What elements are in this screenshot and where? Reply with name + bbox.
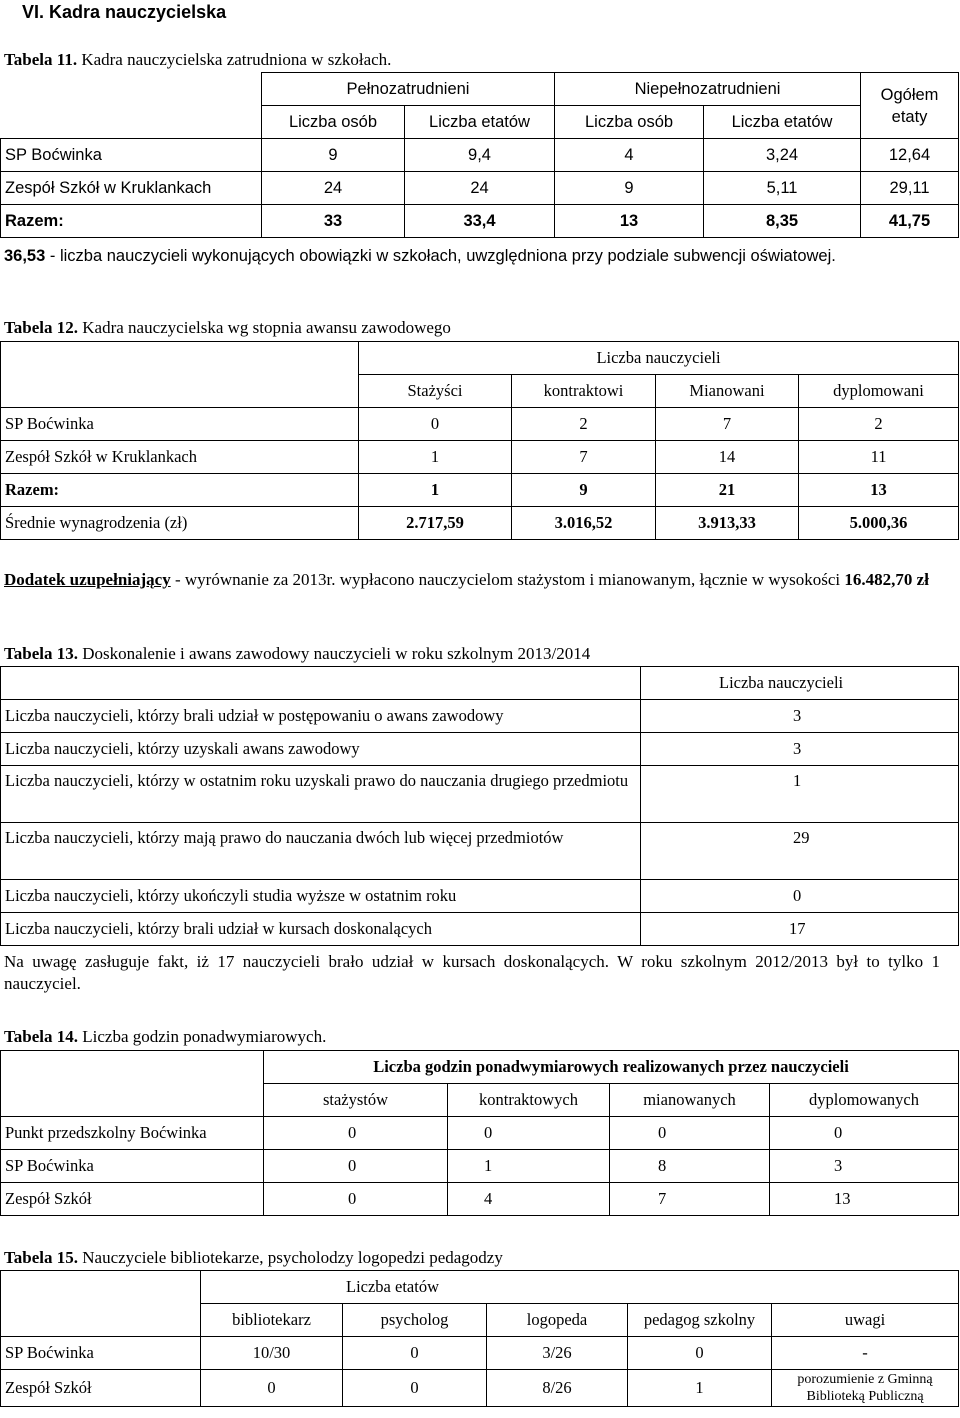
table-row: Liczba nauczycieli, którzy uzyskali awans zawodowy 3 (1, 733, 959, 766)
table-row: SP Boćwinka 9 9,4 4 3,24 12,64 (1, 139, 959, 172)
t12-sub-0: Stażyści (359, 375, 512, 408)
t11-caption: Tabela 11. Kadra nauczycielska zatrudniona w szkołach. (4, 50, 392, 69)
t12-sub-1: kontraktowi (512, 375, 656, 408)
t15-header: Liczba etatów (201, 1271, 959, 1304)
table-row: Razem: 33 33,4 13 8,35 41,75 (1, 205, 959, 238)
table-row: Liczba nauczycieli, którzy mają prawo do nauczania dwóch lub więcej przedmiotów 29 (1, 823, 959, 880)
t13-note: Na uwagę zasługuje fakt, iż 17 nauczycieli brało udział w kursach doskonalących. W roku szkolnym 2012/2013 był to tylko 1 nauczyciel. (4, 952, 940, 993)
t11-header-full: Pełnozatrudnieni (262, 73, 555, 106)
t11-sub-0: Liczba osób (262, 106, 405, 139)
table-row: Punkt przedszkolny Boćwinka 0 0 0 0 (1, 1117, 959, 1150)
t11-note: 36,53 - liczba nauczycieli wykonujących obowiązki w szkołach, uwzględniona przy podziale subwencji oświatowej. (4, 247, 836, 265)
t15-sub-1: psycholog (343, 1304, 487, 1337)
table-row: SP Boćwinka 0 1 8 3 (1, 1150, 959, 1183)
t14-sub-0: stażystów (264, 1084, 448, 1117)
addendum: Dodatek uzupełniający - wyrównanie za 2013r. wypłacono nauczycielom stażystom i mianowanym, łącznie w wysokości 16.482,70 zł (4, 570, 929, 589)
t15-sub-3: pedagog szkolny (628, 1304, 772, 1337)
t13-header: Liczba nauczycieli (641, 667, 959, 700)
t14-caption: Tabela 14. Liczba godzin ponadwymiarowych. (4, 1027, 327, 1046)
t15-caption: Tabela 15. Nauczyciele bibliotekarze, psycholodzy logopedzi pedagodzy (4, 1248, 503, 1267)
t11-table (0, 72, 959, 238)
t12-table (0, 341, 959, 540)
t15-sub-2: logopeda (487, 1304, 628, 1337)
t14-sub-3: dyplomowanych (770, 1084, 959, 1117)
table-row: Razem: 1 9 21 13 (1, 474, 959, 507)
t12-sub-3: dyplomowani (799, 375, 959, 408)
t14-sub-2: mianowanych (610, 1084, 770, 1117)
table-row: Średnie wynagrodzenia (zł) 2.717,59 3.016,52 3.913,33 5.000,36 (1, 507, 959, 540)
t12-caption: Tabela 12. Kadra nauczycielska wg stopnia awansu zawodowego (4, 318, 451, 337)
t11-sub-1: Liczba etatów (405, 106, 555, 139)
table-row: Liczba nauczycieli, którzy brali udział w kursach doskonalących 17 (1, 913, 959, 946)
t11-header-part: Niepełnozatrudnieni (555, 73, 861, 106)
t14-sub-1: kontraktowych (448, 1084, 610, 1117)
table-row: SP Boćwinka 10/30 0 3/26 0 - (1, 1337, 959, 1370)
t12-header: Liczba nauczycieli (359, 342, 959, 375)
table-row: Zespół Szkół 0 4 7 13 (1, 1183, 959, 1216)
section-title: VI. Kadra nauczycielska (22, 2, 227, 22)
table-row: Zespół Szkół 0 0 8/26 1 porozumienie z Gminną Biblioteką Publiczną (1, 1370, 959, 1407)
table-row: Liczba nauczycieli, którzy brali udział w postępowaniu o awans zawodowy 3 (1, 700, 959, 733)
t13-caption: Tabela 13. Doskonalenie i awans zawodowy nauczycieli w roku szkolnym 2013/2014 (4, 644, 591, 663)
t15-sub-0: bibliotekarz (201, 1304, 343, 1337)
table-row: Zespół Szkół w Kruklankach 1 7 14 11 (1, 441, 959, 474)
table-row: Liczba nauczycieli, którzy ukończyli studia wyższe w ostatnim roku 0 (1, 880, 959, 913)
t13-table (0, 666, 959, 946)
table-row: SP Boćwinka 0 2 7 2 (1, 408, 959, 441)
t14-header: Liczba godzin ponadwymiarowych realizowanych przez nauczycieli (264, 1051, 959, 1084)
table-row: Liczba nauczycieli, którzy w ostatnim roku uzyskali prawo do nauczania drugiego przedmiotu 1 (1, 766, 959, 823)
t11-sub-2: Liczba osób (555, 106, 704, 139)
t12-sub-2: Mianowani (656, 375, 799, 408)
t15-sub-4: uwagi (772, 1304, 959, 1337)
t11-header-total: Ogółem etaty (861, 73, 959, 139)
t11-sub-3: Liczba etatów (704, 106, 861, 139)
t14-table (0, 1050, 959, 1216)
table-row: Zespół Szkół w Kruklankach 24 24 9 5,11 29,11 (1, 172, 959, 205)
t15-table (0, 1270, 959, 1407)
